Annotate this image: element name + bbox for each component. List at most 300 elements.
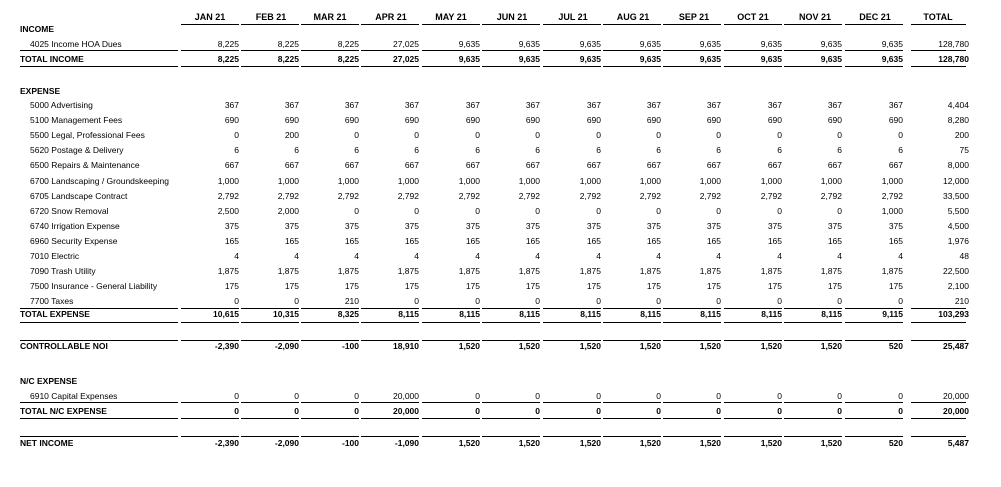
row-value: 175: [224, 281, 239, 291]
expense-section-title-label: EXPENSE: [20, 86, 61, 96]
column-header: OCT 21: [737, 12, 769, 22]
row-value: 0: [475, 130, 480, 140]
row-value: 10,615: [213, 309, 239, 319]
row-value: 4: [898, 251, 903, 261]
total-rule: [663, 322, 721, 323]
row-value: 1,520: [518, 438, 540, 448]
row-value: 9,635: [579, 39, 601, 49]
row-value: 0: [354, 130, 359, 140]
row-value: 1,520: [579, 341, 601, 351]
total-rule: [20, 418, 178, 419]
row-value: -100: [341, 341, 359, 351]
row-value: 4,500: [947, 221, 969, 231]
row-value: 8,115: [700, 309, 721, 319]
row-value: 4: [837, 251, 842, 261]
row-value: 4: [535, 251, 540, 261]
row-value: 4,404: [947, 100, 969, 110]
row-value: 1,520: [820, 438, 842, 448]
row-value: 0: [354, 391, 359, 401]
row-value: 0: [837, 130, 842, 140]
row-value: 1,000: [337, 176, 359, 186]
row-label: TOTAL N/C EXPENSE: [20, 406, 107, 416]
column-header: SEP 21: [678, 12, 710, 22]
row-value: 1,000: [397, 176, 419, 186]
row-value: 4: [777, 251, 782, 261]
row-value: 0: [837, 206, 842, 216]
row-value: 8,115: [821, 309, 842, 319]
row-value: 8,115: [459, 309, 480, 319]
total-rule: [181, 322, 239, 323]
row-value: 1,000: [217, 176, 239, 186]
row-value: 8,115: [761, 309, 782, 319]
total-rule: [784, 66, 842, 67]
row-value: 2,792: [760, 191, 782, 201]
row-value: 1,520: [579, 438, 601, 448]
row-value: 667: [284, 160, 299, 170]
row-value: 0: [596, 391, 601, 401]
row-value: 165: [706, 236, 721, 246]
total-rule: [20, 322, 178, 323]
income-section-title: [0, 22, 1001, 36]
row-value: 667: [224, 160, 239, 170]
row-value: 0: [535, 206, 540, 216]
row-value: 375: [586, 221, 601, 231]
row-value: 165: [767, 236, 782, 246]
row-value: 200: [954, 130, 969, 140]
row-value: 667: [586, 160, 601, 170]
table-row: [0, 249, 1001, 263]
table-row: [0, 204, 1001, 218]
row-value: 1,875: [699, 266, 721, 276]
row-value: 0: [535, 391, 540, 401]
row-value: 175: [525, 281, 540, 291]
row-value: 667: [888, 160, 903, 170]
total-rule: [241, 322, 299, 323]
total-rule: [301, 322, 359, 323]
total-income-row: [0, 52, 1001, 66]
row-value: 8,225: [337, 39, 359, 49]
row-value: 6: [898, 145, 903, 155]
total-rule: [482, 50, 540, 51]
row-value: 4: [716, 251, 721, 261]
row-value: 0: [596, 206, 601, 216]
row-label: TOTAL INCOME: [20, 54, 84, 64]
table-row: [0, 158, 1001, 172]
total-rule: [724, 402, 782, 403]
row-value: 25,487: [943, 341, 969, 351]
row-value: 375: [284, 221, 299, 231]
row-label: 7090 Trash Utility: [30, 266, 96, 276]
row-value: 2,792: [458, 191, 480, 201]
row-value: 4: [475, 251, 480, 261]
row-value: 520: [888, 438, 903, 448]
total-rule: [911, 402, 966, 403]
row-label: 6720 Snow Removal: [30, 206, 109, 216]
row-value: 4: [414, 251, 419, 261]
row-value: 20,000: [393, 391, 419, 401]
row-value: 6: [837, 145, 842, 155]
row-value: 1,000: [579, 176, 601, 186]
row-value: 0: [716, 296, 721, 306]
row-value: 175: [586, 281, 601, 291]
total-rule: [181, 50, 239, 51]
row-value: 690: [646, 115, 661, 125]
row-value: 0: [656, 406, 661, 416]
row-value: 9,635: [579, 54, 601, 64]
table-row: [0, 128, 1001, 142]
total-rule: [724, 50, 782, 51]
row-value: 520: [888, 341, 903, 351]
total-rule: [20, 66, 178, 67]
row-value: -2,390: [214, 341, 239, 351]
row-value: 8,280: [947, 115, 969, 125]
row-value: 0: [837, 391, 842, 401]
total-nc-expense-row: [0, 404, 1001, 418]
column-header: TOTAL: [923, 12, 953, 22]
total-rule: [724, 66, 782, 67]
row-value: 667: [767, 160, 782, 170]
column-header: MAY 21: [435, 12, 467, 22]
row-value: 9,115: [882, 309, 903, 319]
total-rule: [543, 50, 601, 51]
total-rule: [361, 402, 419, 403]
row-value: 0: [414, 296, 419, 306]
row-value: 9,635: [820, 54, 842, 64]
row-value: 375: [888, 221, 903, 231]
expense-section-title: [0, 84, 1001, 98]
total-rule: [241, 402, 299, 403]
row-value: 0: [596, 296, 601, 306]
total-rule: [784, 322, 842, 323]
row-value: 667: [827, 160, 842, 170]
row-value: 8,325: [337, 309, 359, 319]
row-value: 175: [344, 281, 359, 291]
nc-expense-section-title-label: N/C EXPENSE: [20, 376, 78, 386]
row-label: 6960 Security Expense: [30, 236, 118, 246]
table-row: [0, 279, 1001, 293]
row-label: 5500 Legal, Professional Fees: [30, 130, 145, 140]
row-value: 0: [535, 406, 540, 416]
row-value: 2,792: [881, 191, 903, 201]
row-value: 6: [294, 145, 299, 155]
row-value: 0: [596, 406, 601, 416]
total-rule: [845, 50, 903, 51]
row-value: 1,875: [639, 266, 661, 276]
row-value: 0: [656, 206, 661, 216]
row-value: 8,115: [640, 309, 661, 319]
row-value: 1,875: [881, 266, 903, 276]
total-rule: [301, 418, 359, 419]
row-value: 4: [354, 251, 359, 261]
row-value: 165: [525, 236, 540, 246]
row-value: 75: [959, 145, 969, 155]
row-value: 165: [827, 236, 842, 246]
row-value: 165: [224, 236, 239, 246]
row-value: 9,635: [458, 39, 480, 49]
row-value: 690: [224, 115, 239, 125]
row-label: NET INCOME: [20, 438, 74, 448]
row-value: 0: [656, 391, 661, 401]
row-value: 1,520: [820, 341, 842, 351]
total-rule: [663, 418, 721, 419]
row-value: 165: [284, 236, 299, 246]
row-value: 0: [596, 130, 601, 140]
row-value: 0: [777, 406, 782, 416]
row-value: 12,000: [943, 176, 969, 186]
row-value: 165: [465, 236, 480, 246]
row-label: 7500 Insurance - General Liability: [30, 281, 158, 291]
row-value: 367: [224, 100, 239, 110]
row-value: 0: [716, 406, 721, 416]
total-rule: [482, 418, 540, 419]
total-rule: [422, 402, 480, 403]
row-value: 2,000: [277, 206, 299, 216]
row-value: 0: [294, 391, 299, 401]
total-rule: [911, 322, 966, 323]
row-value: 175: [284, 281, 299, 291]
row-value: 6: [596, 145, 601, 155]
row-value: 27,025: [393, 39, 419, 49]
row-value: 4: [596, 251, 601, 261]
column-header: DEC 21: [859, 12, 891, 22]
column-header: JAN 21: [194, 12, 226, 22]
total-rule: [845, 322, 903, 323]
row-value: 367: [404, 100, 419, 110]
total-rule: [301, 402, 359, 403]
row-value: 9,635: [699, 39, 721, 49]
total-rule: [181, 418, 239, 419]
row-value: 9,635: [760, 39, 782, 49]
row-value: 8,000: [947, 160, 969, 170]
row-value: 9,635: [518, 39, 540, 49]
row-value: 0: [716, 206, 721, 216]
table-row: [0, 219, 1001, 233]
total-rule: [603, 418, 661, 419]
total-rule: [482, 322, 540, 323]
row-value: 2,792: [639, 191, 661, 201]
row-value: 5,487: [947, 438, 969, 448]
row-value: 0: [475, 296, 480, 306]
row-value: 175: [888, 281, 903, 291]
row-value: 175: [646, 281, 661, 291]
row-value: 690: [344, 115, 359, 125]
row-value: 0: [475, 206, 480, 216]
row-value: 690: [586, 115, 601, 125]
row-value: 4: [656, 251, 661, 261]
row-value: 128,780: [938, 54, 969, 64]
row-label: 7700 Taxes: [30, 296, 74, 306]
table-row: [0, 234, 1001, 248]
row-value: 8,225: [217, 54, 239, 64]
row-value: 4: [294, 251, 299, 261]
row-value: 6: [234, 145, 239, 155]
row-label: 7010 Electric: [30, 251, 80, 261]
row-value: 8,225: [217, 39, 239, 49]
row-value: 1,000: [699, 176, 721, 186]
row-value: 48: [959, 251, 969, 261]
total-rule: [301, 50, 359, 51]
row-value: 9,635: [881, 54, 903, 64]
row-value: 175: [404, 281, 419, 291]
row-value: 20,000: [393, 406, 419, 416]
row-label: TOTAL EXPENSE: [20, 309, 90, 319]
row-value: 1,875: [277, 266, 299, 276]
row-value: 6: [656, 145, 661, 155]
total-rule: [422, 50, 480, 51]
row-value: -2,090: [274, 438, 299, 448]
column-header: APR 21: [375, 12, 407, 22]
column-header: NOV 21: [798, 12, 831, 22]
row-value: 2,792: [337, 191, 359, 201]
row-label: 4025 Income HOA Dues: [30, 39, 122, 49]
row-label: 5620 Postage & Delivery: [30, 145, 124, 155]
row-value: -2,090: [274, 341, 299, 351]
row-value: 6: [535, 145, 540, 155]
table-row: [0, 264, 1001, 278]
total-rule: [241, 66, 299, 67]
row-value: 0: [294, 296, 299, 306]
total-rule: [241, 418, 299, 419]
nc-expense-section-title: [0, 374, 1001, 388]
row-value: 6: [475, 145, 480, 155]
row-value: 200: [284, 130, 299, 140]
row-value: 2,792: [579, 191, 601, 201]
row-value: 375: [706, 221, 721, 231]
table-row: [0, 37, 1001, 51]
row-value: 1,520: [518, 341, 540, 351]
table-row: [0, 294, 1001, 308]
row-label: 6705 Landscape Contract: [30, 191, 128, 201]
row-label: 6700 Landscaping / Groundskeeping: [30, 176, 169, 186]
table-row: [0, 174, 1001, 188]
row-value: 690: [525, 115, 540, 125]
total-rule: [845, 418, 903, 419]
row-value: 367: [767, 100, 782, 110]
row-value: 375: [465, 221, 480, 231]
total-rule: [361, 66, 419, 67]
table-row: [0, 389, 1001, 403]
total-rule: [361, 418, 419, 419]
row-value: 0: [716, 391, 721, 401]
total-rule: [301, 66, 359, 67]
row-value: 690: [888, 115, 903, 125]
row-value: 27,025: [393, 54, 419, 64]
total-expense-row: [0, 307, 1001, 321]
row-value: 0: [234, 406, 239, 416]
row-value: 667: [706, 160, 721, 170]
row-value: 175: [465, 281, 480, 291]
row-value: 1,875: [397, 266, 419, 276]
row-value: 0: [475, 391, 480, 401]
row-value: 8,225: [337, 54, 359, 64]
total-rule: [361, 322, 419, 323]
row-value: 175: [706, 281, 721, 291]
row-value: 6: [354, 145, 359, 155]
row-value: 690: [465, 115, 480, 125]
row-value: 165: [586, 236, 601, 246]
row-value: 1,875: [518, 266, 540, 276]
row-label: 5000 Advertising: [30, 100, 93, 110]
total-rule: [911, 50, 966, 51]
total-rule: [845, 66, 903, 67]
total-rule: [482, 66, 540, 67]
total-rule: [241, 50, 299, 51]
row-value: 2,100: [947, 281, 969, 291]
total-rule: [663, 402, 721, 403]
total-rule: [603, 322, 661, 323]
income-section-title-label: INCOME: [20, 24, 54, 34]
total-rule: [724, 322, 782, 323]
total-rule: [784, 50, 842, 51]
row-value: 0: [837, 406, 842, 416]
total-rule: [543, 66, 601, 67]
row-value: 1,875: [458, 266, 480, 276]
row-value: 1,000: [277, 176, 299, 186]
row-value: 1,000: [639, 176, 661, 186]
total-rule: [603, 66, 661, 67]
total-rule: [603, 402, 661, 403]
row-value: 165: [344, 236, 359, 246]
column-header: AUG 21: [616, 12, 650, 22]
row-value: 1,520: [458, 438, 480, 448]
total-rule: [543, 418, 601, 419]
total-rule: [911, 66, 966, 67]
row-value: 375: [344, 221, 359, 231]
total-rule: [724, 418, 782, 419]
row-value: 667: [404, 160, 419, 170]
row-value: 375: [224, 221, 239, 231]
row-value: 128,780: [938, 39, 969, 49]
row-value: 9,635: [639, 54, 661, 64]
row-value: 9,635: [881, 39, 903, 49]
row-label: CONTROLLABLE NOI: [20, 341, 108, 351]
row-value: 1,000: [881, 206, 903, 216]
total-rule: [422, 418, 480, 419]
row-value: 0: [898, 296, 903, 306]
row-value: -1,090: [394, 438, 419, 448]
row-value: 690: [404, 115, 419, 125]
row-value: 667: [465, 160, 480, 170]
row-value: 667: [344, 160, 359, 170]
total-rule: [482, 402, 540, 403]
row-value: 1,000: [881, 176, 903, 186]
row-value: 0: [777, 206, 782, 216]
row-value: 367: [525, 100, 540, 110]
row-value: 0: [535, 296, 540, 306]
row-value: 375: [525, 221, 540, 231]
row-value: 22,500: [943, 266, 969, 276]
row-value: 1,000: [820, 176, 842, 186]
row-label: 6910 Capital Expenses: [30, 391, 118, 401]
table-row: [0, 143, 1001, 157]
row-value: 0: [535, 130, 540, 140]
row-value: 9,635: [639, 39, 661, 49]
row-value: 2,792: [699, 191, 721, 201]
total-rule: [20, 50, 178, 51]
row-value: 367: [827, 100, 842, 110]
row-value: 2,792: [820, 191, 842, 201]
row-value: 367: [646, 100, 661, 110]
row-value: 2,792: [277, 191, 299, 201]
row-value: 8,115: [580, 309, 601, 319]
row-value: 165: [646, 236, 661, 246]
row-value: 1,520: [639, 341, 661, 351]
row-value: 0: [777, 296, 782, 306]
column-header: JUN 21: [496, 12, 528, 22]
total-rule: [543, 402, 601, 403]
row-value: 0: [354, 406, 359, 416]
row-value: -2,390: [214, 438, 239, 448]
